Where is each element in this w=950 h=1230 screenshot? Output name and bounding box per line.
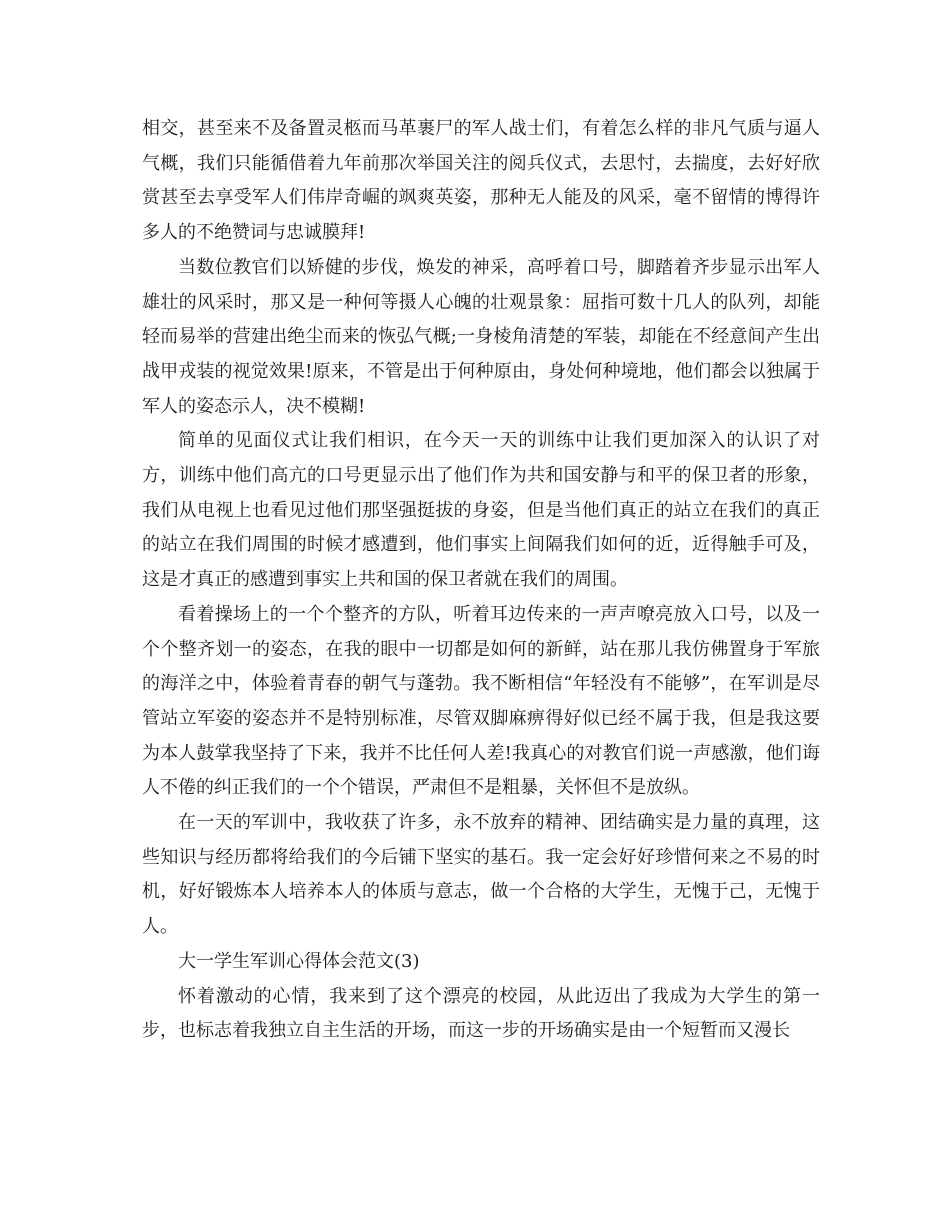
paragraph-drill-ground: 看着操场上的一个个整齐的方队，听着耳边传来的一声声嘹亮放入口号，以及一个个整齐划一的姿态，在我的眼中一切都是如何的新鲜，站在那儿我仿佛置身于军旅的海洋之中，体验着青春的朝气与蓬勃。我不断相信“年轻没有不能够”，在军训是尽管站立军姿的姿态并不是特别标准，尽管双脚麻痹得好似已经不属于我，但是我这要为本人鼓掌我坚持了下来，我并不比任何人差!我真心的对教官们说一声感激，他们诲人不倦的纠正我们的一个个错误，严肃但不是粗暴，关怀但不是放纵。	[142, 603, 820, 799]
paragraph-harvest: 在一天的军训中，我收获了许多，永不放弃的精神、团结确实是力量的真理，这些知识与经历都将给我们的今后铺下坚实的基石。我一定会好好珍惜何来之不易的时机，好好锻炼本人培养本人的体质与意志，做一个合格的大学生，无愧于己，无愧于人。	[142, 812, 820, 938]
document-body	[142, 112, 820, 1049]
section-heading: 大一学生军训心得体会范文(3)	[178, 950, 420, 972]
paragraph-instructors: 当数位教官们以矫健的步伐，焕发的神采，高呼着口号，脚踏着齐步显示出军人雄壮的风采时，那又是一种何等摄人心魄的壮观景象：屈指可数十几人的队列，却能轻而易举的营建出绝尘而来的恢弘气概;一身棱角清楚的军装，却能在不经意间产生出战甲戎装的视觉效果!原来，不管是出于何种原由，身处何种境地，他们都会以独属于军人的姿态示人，决不模糊!	[142, 256, 820, 417]
paragraph-new-campus: 怀着激动的心情，我来到了这个漂亮的校园，从此迈出了我成为大学生的第一步，也标志着我独立自主生活的开场，而这一步的开场确实是由一个短暂而又漫长	[142, 985, 820, 1042]
paragraph-meeting-ceremony: 简单的见面仪式让我们相识，在今天一天的训练中让我们更加深入的认识了对方，训练中他们高亢的口号更显示出了他们作为共和国安静与和平的保卫者的形象，我们从电视上也看见过他们那坚强挺拔的身姿，但是当他们真正的站立在我们的真正的站立在我们周围的时候才感遭到，他们事实上间隔我们如何的近，近得触手可及，这是才真正的感遭到事实上共和国的保卫者就在我们的周围。	[142, 430, 820, 591]
paragraph-continuation: 相交，甚至来不及备置灵柩而马革裹尸的军人战士们，有着怎么样的非凡气质与逼人气概，我们只能循借着九年前那次举国关注的阅兵仪式，去思忖，去揣度，去好好欣赏甚至去享受军人们伟岸奇崛的飒爽英姿，那种无人能及的风采，毫不留情的博得许多人的不绝赞词与忠诚膜拜!	[142, 118, 820, 244]
